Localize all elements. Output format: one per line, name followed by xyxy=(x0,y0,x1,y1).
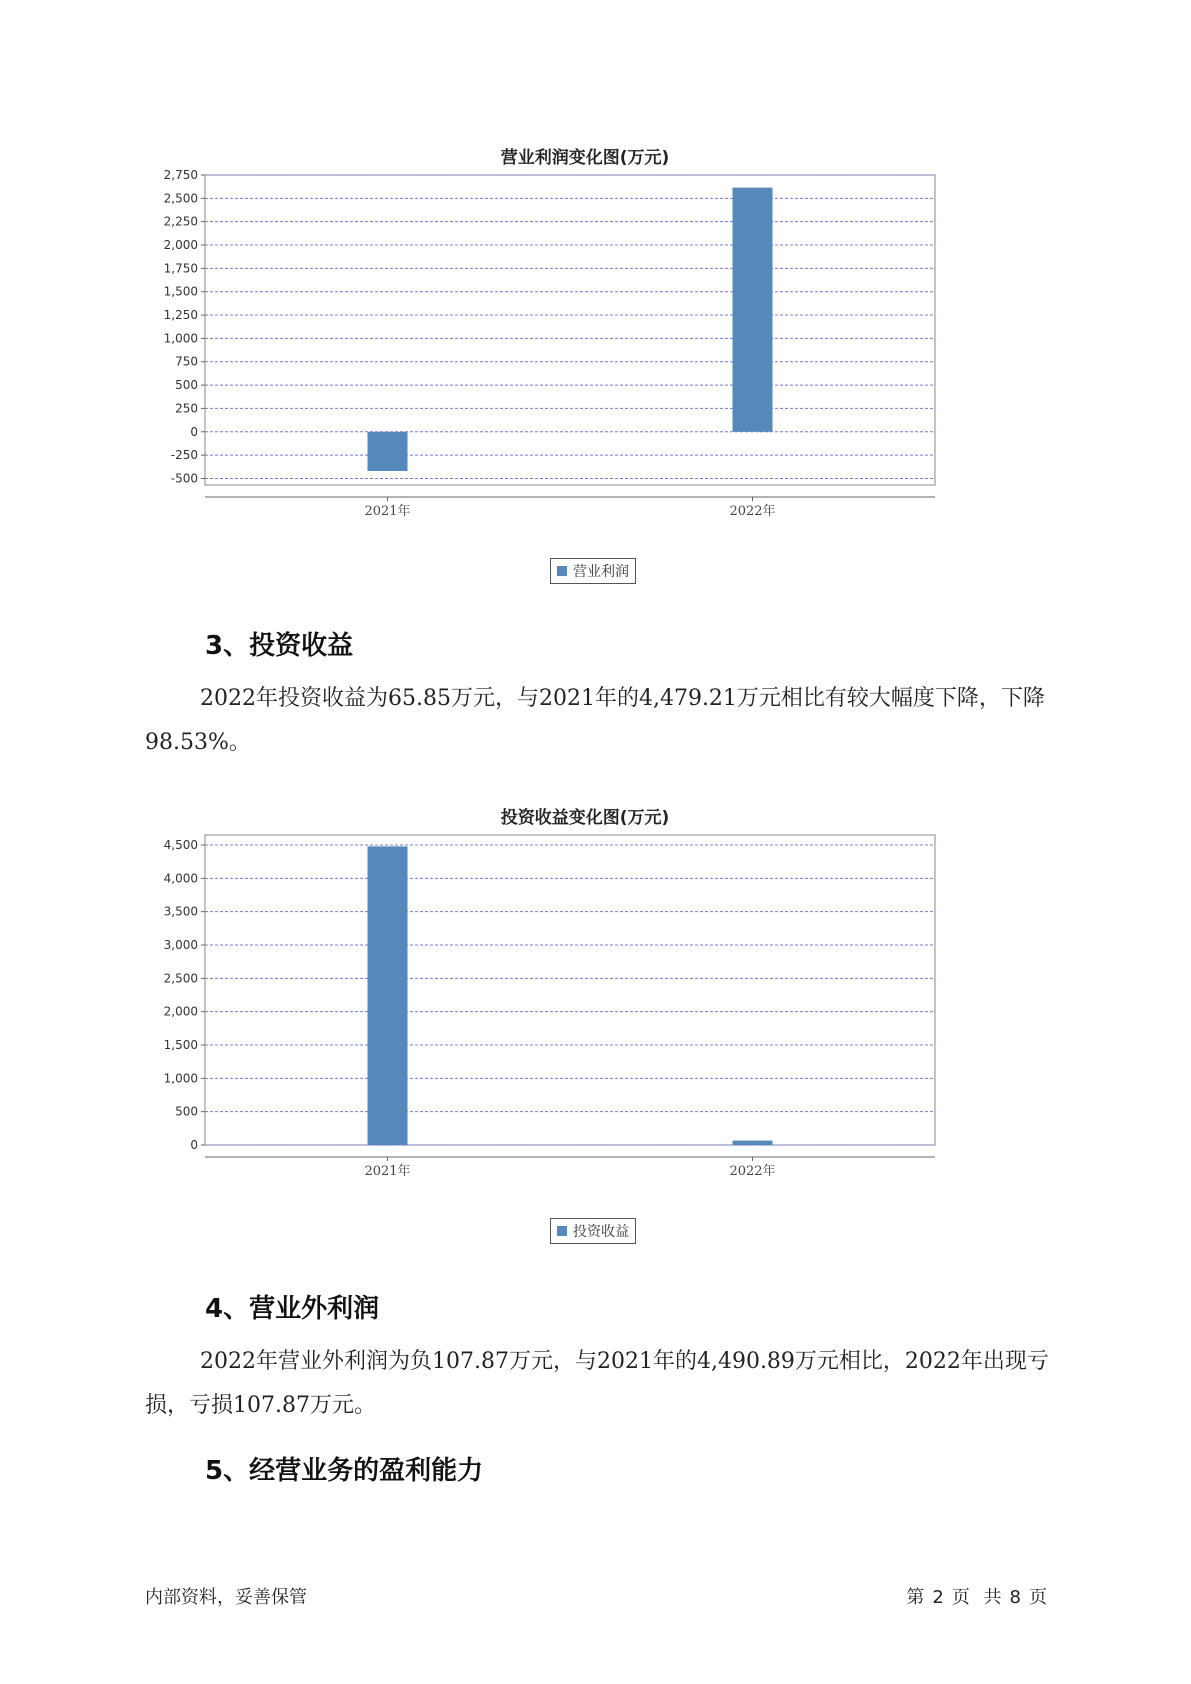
y-tick-label: 2,000 xyxy=(163,238,198,253)
total-prefix: 共 xyxy=(983,1587,1002,1608)
y-tick-label: -500 xyxy=(170,471,198,486)
section-5-heading: 5、经营业务的盈利能力 xyxy=(205,1456,484,1486)
chart-plot xyxy=(150,835,1020,1215)
y-tick-label: -250 xyxy=(170,448,198,463)
bar-2021年 xyxy=(368,432,408,471)
section-4-heading: 4、营业外利润 xyxy=(205,1294,380,1324)
page-suffix: 页 xyxy=(1029,1587,1047,1608)
legend-swatch xyxy=(557,1226,567,1236)
y-tick-label: 2,500 xyxy=(163,971,198,986)
x-tick-label: 2022年 xyxy=(729,504,776,519)
y-tick-label: 2,250 xyxy=(163,214,198,229)
y-tick-label: 750 xyxy=(175,354,198,369)
investment-income-chart xyxy=(150,800,1020,1250)
page-mid: 页 xyxy=(951,1587,970,1608)
section-4-text: 2022年营业外利润为负107.87万元，与2021年的4,490.89万元相比，2022年出现亏损，亏损107.87万元。 xyxy=(145,1349,1049,1418)
chart-legend xyxy=(550,1218,636,1244)
y-tick-label: 3,000 xyxy=(163,938,198,952)
section-4-paragraph xyxy=(145,1340,1055,1428)
operating-profit-chart xyxy=(150,140,1020,590)
y-tick-label: 1,000 xyxy=(163,1071,198,1086)
chart-title: 营业利润变化图(万元) xyxy=(500,148,670,168)
legend-label: 营业利润 xyxy=(573,564,629,580)
footer-page-number xyxy=(902,1583,1051,1609)
y-tick-label: 2,000 xyxy=(163,1004,198,1019)
chart-title: 投资收益变化图(万元) xyxy=(500,808,670,828)
x-tick-label: 2021年 xyxy=(364,504,411,519)
y-tick-label: 4,500 xyxy=(163,838,198,852)
section-3-paragraph xyxy=(145,677,1055,765)
y-tick-label: 4,000 xyxy=(163,871,198,886)
y-tick-label: 1,000 xyxy=(163,331,198,346)
legend-swatch xyxy=(557,566,567,576)
page-current: 2 xyxy=(932,1587,944,1608)
chart-plot xyxy=(150,168,1020,555)
y-tick-label: 250 xyxy=(175,401,198,416)
plot-frame xyxy=(205,835,935,1145)
page-prefix: 第 xyxy=(906,1587,925,1608)
y-tick-label: 1,750 xyxy=(163,261,198,276)
y-tick-label: 1,500 xyxy=(163,1038,198,1052)
y-tick-label: 0 xyxy=(190,424,198,439)
chart-legend xyxy=(550,558,636,584)
y-tick-label: 3,500 xyxy=(163,904,198,919)
y-tick-label: 500 xyxy=(175,378,198,393)
x-tick-label: 2022年 xyxy=(729,1164,776,1179)
footer-confidential-note: 内部资料，妥善保管 xyxy=(145,1587,307,1608)
y-tick-label: 500 xyxy=(175,1104,198,1119)
section-3-heading: 3、投资收益 xyxy=(205,631,354,661)
bar-2021年 xyxy=(368,846,408,1145)
y-tick-label: 2,500 xyxy=(163,191,198,206)
y-tick-label: 1,250 xyxy=(163,308,198,323)
page-total: 8 xyxy=(1009,1587,1021,1608)
y-tick-label: 2,750 xyxy=(163,168,198,182)
bar-2022年 xyxy=(733,188,773,432)
bar-2022年 xyxy=(733,1141,773,1145)
x-tick-label: 2021年 xyxy=(364,1164,411,1179)
legend-label: 投资收益 xyxy=(573,1224,629,1240)
y-tick-label: 1,500 xyxy=(163,284,198,299)
section-3-text: 2022年投资收益为65.85万元，与2021年的4,479.21万元相比有较大幅度下降，下降98.53%。 xyxy=(145,686,1045,755)
y-tick-label: 0 xyxy=(190,1138,198,1152)
